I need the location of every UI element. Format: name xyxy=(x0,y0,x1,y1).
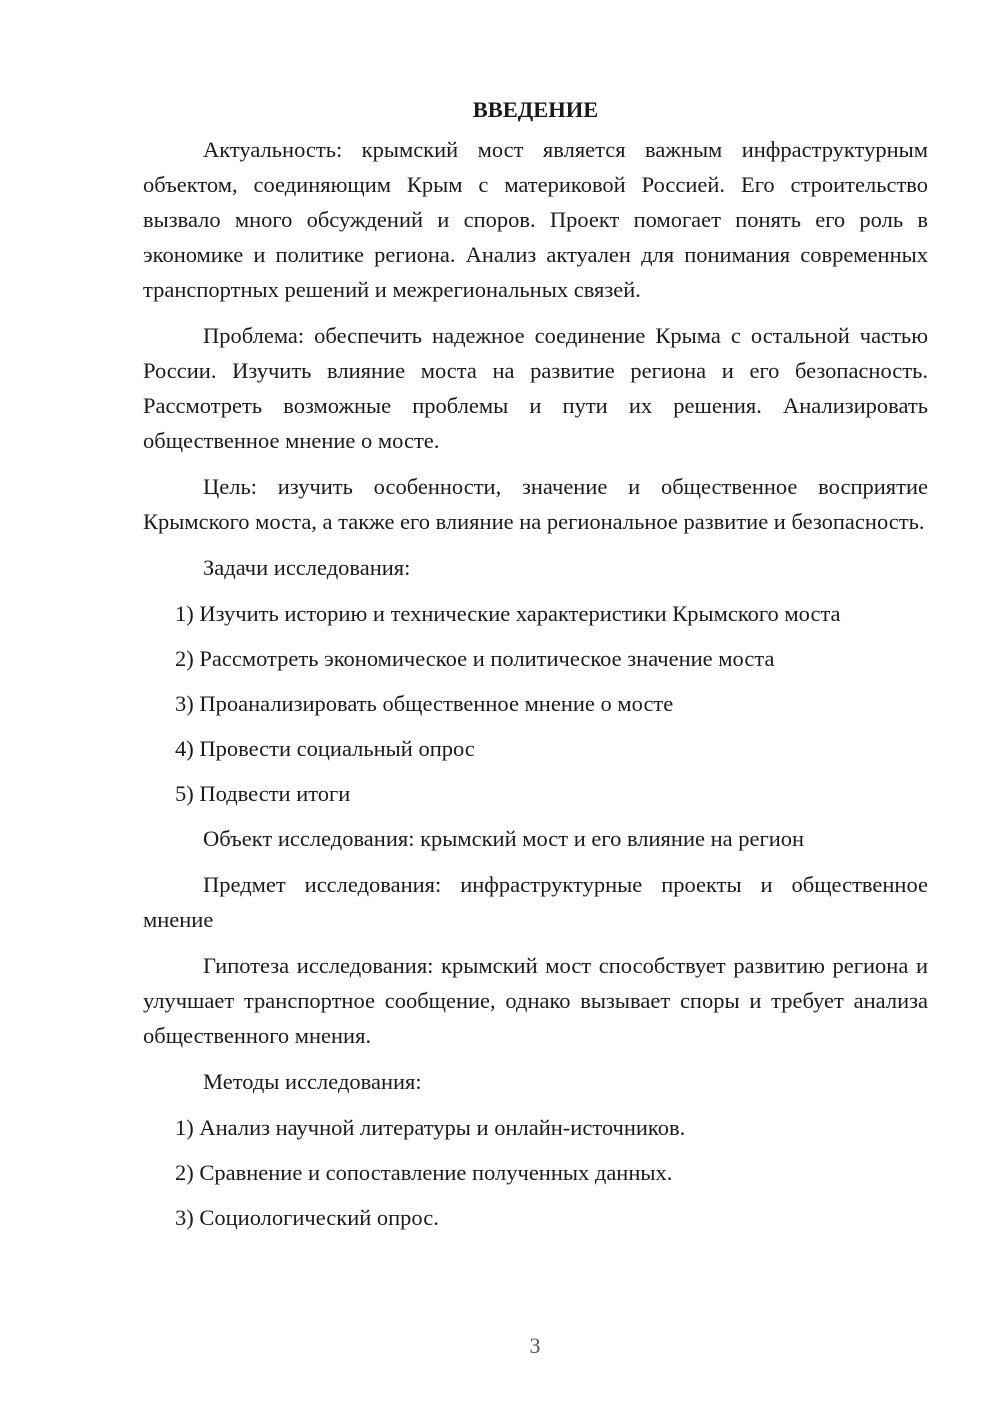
problem-paragraph: Проблема: обеспечить надежное соединение Крыма с остальной частью России. Изучить влияние моста на развитие региона и его безопасность. Рассмотреть возможные проблемы и пути их решения. Анализировать общественное мнение о мосте. xyxy=(143,323,928,453)
relevance-paragraph: Актуальность: крымский мост является важным инфраструктурным объектом, соединяющим Крым с материковой Россией. Его строительство вызвало много обсуждений и споров. Проект помогает понять его роль в экономике и политике региона. Анализ актуален для понимания современных транспортных решений и межрегиональных связей. xyxy=(143,137,928,302)
goal-paragraph: Цель: изучить особенности, значение и общественное восприятие Крымского моста, а также его влияние на региональное развитие и безопасность. xyxy=(143,474,928,534)
list-item: 2) Рассмотреть экономическое и политическое значение моста xyxy=(175,646,775,671)
list-item: 1) Анализ научной литературы и онлайн-источников. xyxy=(175,1115,686,1140)
list-item: 3) Проанализировать общественное мнение о мосте xyxy=(175,691,674,716)
list-item: 1) Изучить историю и технические характеристики Крымского моста xyxy=(175,601,841,626)
object-paragraph: Объект исследования: крымский мост и его влияние на регион xyxy=(203,826,805,851)
list-item: 3) Социологический опрос. xyxy=(175,1205,439,1230)
list-item: 2) Сравнение и сопоставление полученных данных. xyxy=(175,1160,673,1185)
tasks-label: Задачи исследования: xyxy=(203,555,411,580)
methods-label: Методы исследования: xyxy=(203,1069,422,1094)
list-item: 4) Провести социальный опрос xyxy=(175,736,475,761)
document-page xyxy=(143,92,928,1245)
subject-paragraph: Предмет исследования: инфраструктурные проекты и общественное мнение xyxy=(143,872,928,932)
tasks-list xyxy=(143,596,928,811)
page-title: ВВЕДЕНИЕ xyxy=(472,97,599,122)
page-number: 3 xyxy=(529,1333,541,1358)
list-item: 5) Подвести итоги xyxy=(175,781,351,806)
hypothesis-paragraph: Гипотеза исследования: крымский мост способствует развитию региона и улучшает транспортное сообщение, однако вызывает споры и требует анализа общественного мнения. xyxy=(143,953,928,1048)
methods-list xyxy=(143,1110,928,1235)
